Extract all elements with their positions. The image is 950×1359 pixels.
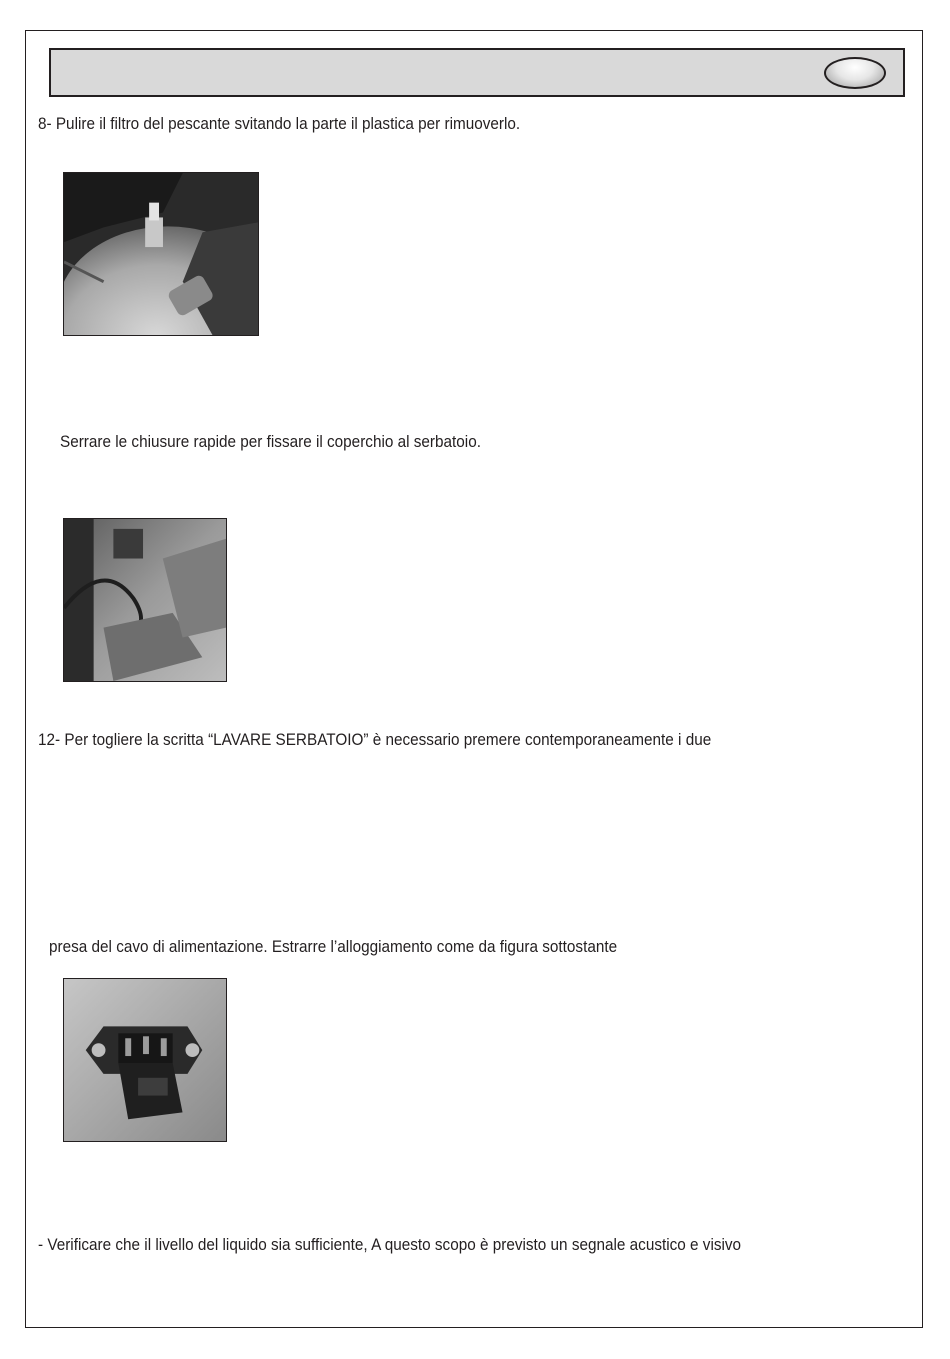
power-socket-text: presa del cavo di alimentazione. Estrarre l’alloggiamento come da figura sottostante xyxy=(49,937,618,956)
page-number-badge xyxy=(824,57,886,89)
step-12-text: 12- Per togliere la scritta “LAVARE SERBATOIO” è necessario premere contemporaneamente i due xyxy=(38,730,712,749)
close-lid-text: Serrare le chiusure rapide per fissare il coperchio al serbatoio. xyxy=(60,432,481,451)
step-8-text: 8- Pulire il filtro del pescante svitando la parte il plastica per rimuoverlo. xyxy=(38,114,521,133)
liquid-level-text: - Verificare che il livello del liquido sia sufficiente, A questo scopo è previsto un segnale acustico e visivo xyxy=(38,1235,742,1254)
filter-removal-photo xyxy=(63,172,259,336)
section-header-bar xyxy=(49,48,905,97)
lid-latch-photo xyxy=(63,518,227,682)
power-socket-photo xyxy=(63,978,227,1142)
